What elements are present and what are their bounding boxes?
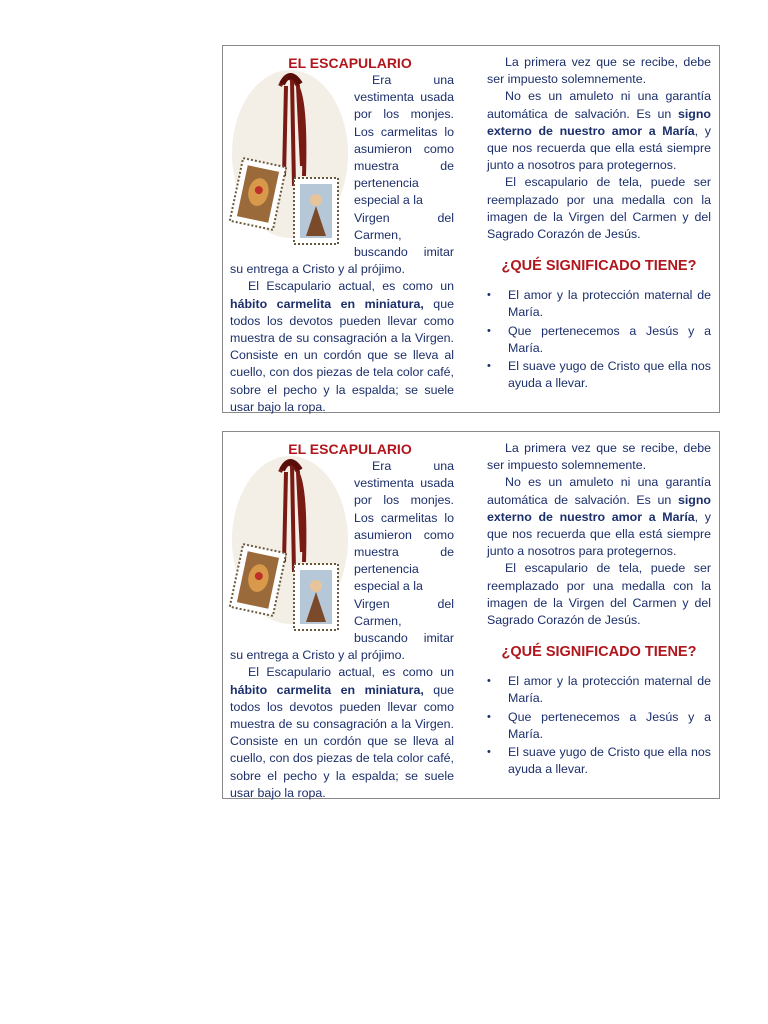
intro-wrapped-text: Era una vestimenta usada por los monjes. Los carmelitas lo asumieron como muestra de pertenencia especial a la [354, 73, 454, 208]
card-title: EL ESCAPULARIO [288, 441, 412, 457]
bullet-icon: • [487, 710, 491, 723]
scapular-image [228, 66, 352, 248]
list-item [487, 358, 711, 392]
bullet-icon: • [487, 746, 491, 759]
r2-text-b: , y que nos recuerda que ella está siempre junto a nosotros para protegernos. [487, 509, 711, 559]
right-column [487, 54, 711, 393]
bullet-icon: • [487, 360, 491, 373]
meaning-list [487, 673, 711, 778]
r2-text-b: , y que nos recuerda que ella está siempre junto a nosotros para protegernos. [487, 123, 711, 173]
intro-rest-text: Virgen del Carmen, buscando imitar su entrega a Cristo y al prójimo. [230, 596, 454, 663]
paragraph-primera-vez: La primera vez que se recibe, debe ser impuesto solemnemente. [487, 55, 711, 87]
paragraph-amuleto [487, 474, 711, 560]
paragraph-medalla: El escapulario de tela, puede ser reemplazado por una medalla con la imagen de la Virgen del Carmen y del Sagrado Corazón de Jesús. [487, 561, 711, 628]
list-item [487, 744, 711, 778]
list-item-text: El suave yugo de Cristo que ella nos ayuda a llevar. [508, 359, 711, 391]
paragraph-escapulario [230, 278, 454, 416]
intro-wrapped-text: Era una vestimenta usada por los monjes. Los carmelitas lo asumieron como muestra de pertenencia especial a la [354, 459, 454, 594]
r2-bold: signo externo de nuestro amor a María [487, 106, 711, 138]
left-column [230, 440, 454, 802]
r2-text-a: No es un amuleto ni una garantía automática de salvación. Es un [487, 475, 711, 507]
meaning-list [487, 287, 711, 392]
section-subtitle: ¿QUÉ SIGNIFICADO TIENE? [501, 258, 697, 275]
bullet-icon: • [487, 324, 491, 337]
p2-bold: hábito carmelita en miniatura, [230, 682, 424, 697]
scapular-card-2 [222, 431, 720, 799]
list-item-text: Que pertenecemos a Jesús y a María. [508, 323, 711, 355]
r2-bold: signo externo de nuestro amor a María [487, 492, 711, 524]
paragraph-medalla: El escapulario de tela, puede ser reemplazado por una medalla con la imagen de la Virgen del Carmen y del Sagrado Corazón de Jesús. [487, 175, 711, 242]
section-subtitle: ¿QUÉ SIGNIFICADO TIENE? [501, 644, 697, 661]
p2-text-a: El Escapulario actual, es como un [248, 665, 454, 680]
list-item [487, 287, 711, 321]
r2-text-a: No es un amuleto ni una garantía automática de salvación. Es un [487, 89, 711, 121]
paragraph-amuleto [487, 88, 711, 174]
list-item-text: El amor y la protección maternal de María. [508, 288, 711, 320]
scapular-image [228, 452, 352, 634]
list-item [487, 673, 711, 707]
list-item-text: El amor y la protección maternal de María. [508, 674, 711, 706]
list-item [487, 323, 711, 357]
p2-bold: hábito carmelita en miniatura, [230, 296, 424, 311]
p2-text-a: El Escapulario actual, es como un [248, 279, 454, 294]
card-title: EL ESCAPULARIO [288, 55, 412, 71]
left-column [230, 54, 454, 416]
paragraph-primera-vez: La primera vez que se recibe, debe ser impuesto solemnemente. [487, 441, 711, 473]
p2-text-b: que todos los devotos pueden llevar como muestra de su consagración a la Virgen. Consiste en un cordón que se lleva al cuello, con dos piezas de tela color café, sobre el pecho y la espalda; se suele usar bajo la ropa. [230, 296, 454, 414]
paragraph-escapulario [230, 664, 454, 802]
list-item-text: El suave yugo de Cristo que ella nos ayuda a llevar. [508, 745, 711, 777]
scapular-card-1 [222, 45, 720, 413]
list-item-text: Que pertenecemos a Jesús y a María. [508, 709, 711, 741]
right-column [487, 440, 711, 779]
bullet-icon: • [487, 675, 491, 688]
bullet-icon: • [487, 289, 491, 302]
intro-rest-text: Virgen del Carmen, buscando imitar su entrega a Cristo y al prójimo. [230, 210, 454, 277]
list-item [487, 709, 711, 743]
p2-text-b: que todos los devotos pueden llevar como muestra de su consagración a la Virgen. Consiste en un cordón que se lleva al cuello, con dos piezas de tela color café, sobre el pecho y la espalda; se suele usar bajo la ropa. [230, 682, 454, 800]
